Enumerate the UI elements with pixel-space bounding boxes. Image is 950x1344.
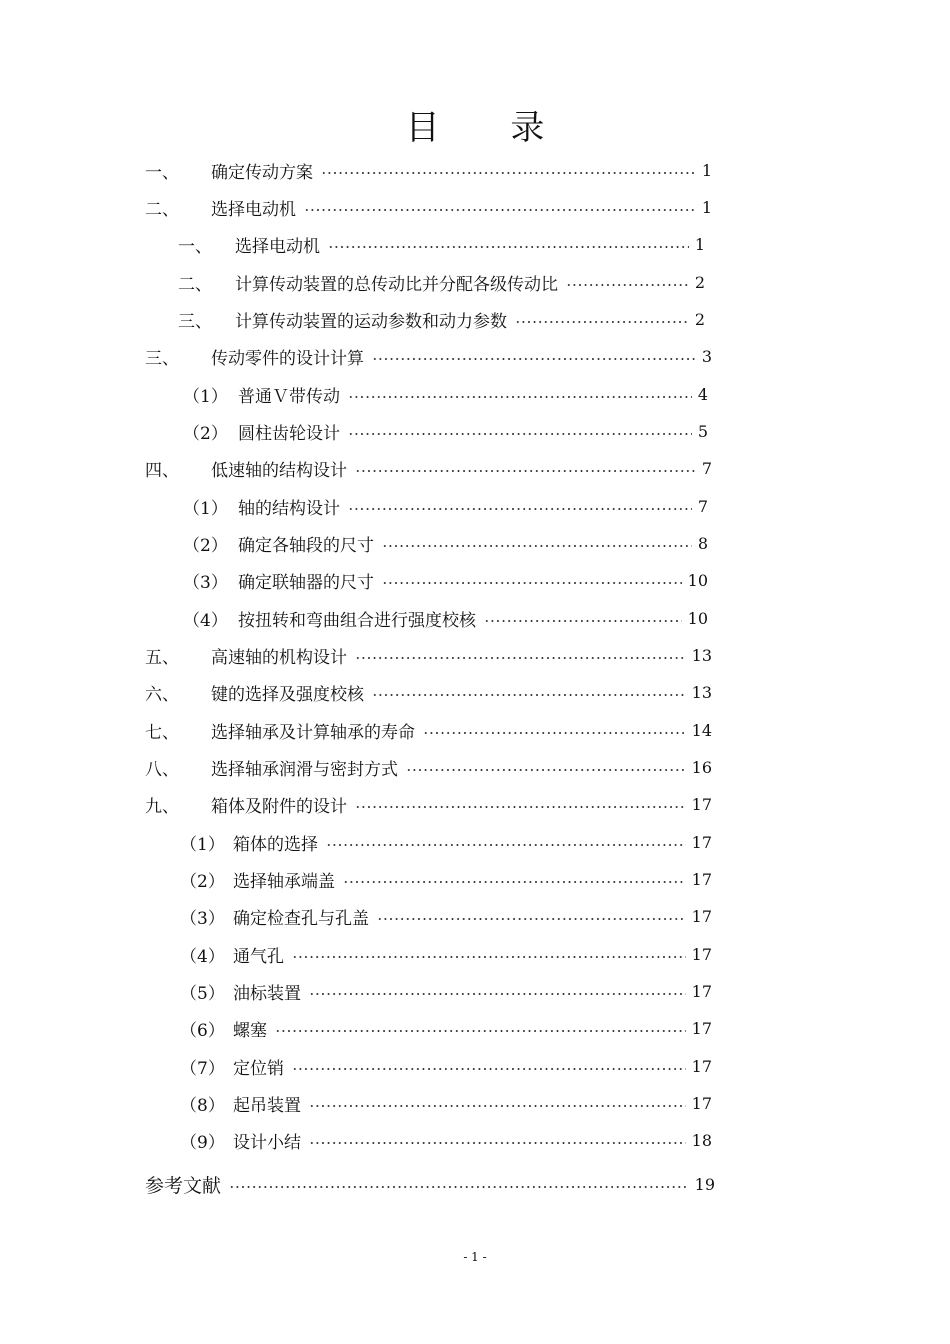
- dot-leader: [348, 419, 692, 443]
- toc-entry-page: 17: [691, 869, 712, 889]
- toc-entry[interactable]: [180, 1128, 712, 1152]
- toc-entry-page: 10: [687, 570, 708, 590]
- toc-entry[interactable]: [183, 382, 708, 406]
- toc-entry[interactable]: [180, 979, 712, 1003]
- toc-entry-label: 起吊装置: [233, 1095, 301, 1116]
- dot-leader: [292, 942, 686, 966]
- toc-entry-label: 确定传动方案: [211, 162, 313, 183]
- toc-entry-label: 箱体及附件的设计: [211, 796, 347, 817]
- toc-entry-page: 2: [694, 272, 705, 292]
- dot-leader: [292, 1054, 686, 1078]
- toc-entry[interactable]: [180, 867, 712, 891]
- toc-entry-number: 二、: [178, 274, 212, 295]
- toc-entry-label: 选择电动机: [235, 236, 320, 257]
- toc-entry-number: 一、: [178, 236, 212, 257]
- toc-entry-label: 选择轴承润滑与密封方式: [211, 759, 398, 780]
- page-title: 目 录: [405, 108, 575, 148]
- toc-entry-number: （5）: [180, 983, 225, 1004]
- toc-entry-number: （9）: [180, 1132, 225, 1153]
- dot-leader: [321, 158, 696, 182]
- dot-leader: [377, 904, 686, 928]
- toc-entry[interactable]: [183, 494, 708, 518]
- page-number-footer: - 1 -: [463, 1250, 487, 1264]
- toc-entry-label: 轴的结构设计: [238, 498, 340, 519]
- toc-entry-page: 4: [697, 384, 708, 404]
- toc-entry-number: 四、: [145, 460, 179, 481]
- dot-leader: [304, 195, 696, 219]
- toc-entry-label: 确定检查孔与孔盖: [233, 908, 369, 929]
- toc-entry-page: 17: [691, 981, 712, 1001]
- toc-entry[interactable]: [145, 456, 712, 480]
- toc-entry-number: 五、: [145, 647, 179, 668]
- toc-entry-page: 17: [691, 794, 712, 814]
- dot-leader: [423, 718, 686, 742]
- toc-entry-number: （4）: [183, 610, 228, 631]
- toc-entry-label: 计算传动装置的运动参数和动力参数: [235, 311, 507, 332]
- dot-leader: [406, 755, 686, 779]
- toc-entry-number: 一、: [145, 162, 179, 183]
- toc-entry-number: 三、: [145, 348, 179, 369]
- dot-leader: [348, 382, 692, 406]
- toc-entry-page: 17: [691, 1056, 712, 1076]
- toc-entry-number: （2）: [180, 871, 225, 892]
- toc-entry-page: 8: [697, 533, 708, 553]
- dot-leader: [515, 307, 689, 331]
- toc-entry-page: 7: [701, 458, 712, 478]
- toc-entry-page: 13: [691, 682, 712, 702]
- toc-entry[interactable]: [178, 232, 705, 256]
- toc-entry-label: 键的选择及强度校核: [211, 684, 364, 705]
- toc-entry-page: 1: [701, 160, 712, 180]
- toc-entry-number: （1）: [180, 834, 225, 855]
- toc-entry-page: 16: [691, 757, 712, 777]
- toc-entry-label: 油标装置: [233, 983, 301, 1004]
- dot-leader: [309, 979, 686, 1003]
- toc-entry-label: 定位销: [233, 1058, 284, 1079]
- toc-entry-page: 3: [701, 346, 712, 366]
- toc-entry-page: 7: [697, 496, 708, 516]
- toc-entry-number: （1）: [183, 386, 228, 407]
- toc-entry[interactable]: [180, 1054, 712, 1078]
- toc-entry-page: 17: [691, 944, 712, 964]
- toc-entry[interactable]: [180, 1091, 712, 1115]
- dot-leader: [355, 456, 696, 480]
- toc-entry-page: 17: [691, 1093, 712, 1113]
- toc-entry-page: 17: [691, 906, 712, 926]
- toc-entry-number: （1）: [183, 498, 228, 519]
- toc-entry-number: （8）: [180, 1095, 225, 1116]
- toc-entry[interactable]: [180, 1016, 712, 1040]
- toc-entry-label: 设计小结: [233, 1132, 301, 1153]
- toc-entry-page: 14: [691, 720, 712, 740]
- dot-leader: [309, 1091, 686, 1115]
- toc-entry-label: 按扭转和弯曲组合进行强度校核: [238, 610, 476, 631]
- toc-entry[interactable]: [145, 792, 712, 816]
- dot-leader: [382, 568, 682, 592]
- dot-leader: [484, 606, 682, 630]
- toc-entry-page: 1: [701, 197, 712, 217]
- toc-entry[interactable]: [178, 270, 705, 294]
- toc-entry-label: 确定联轴器的尺寸: [238, 572, 374, 593]
- toc-entry-page: 2: [694, 309, 705, 329]
- dot-leader: [229, 1172, 689, 1196]
- dot-leader: [343, 867, 686, 891]
- dot-leader: [372, 680, 686, 704]
- toc-entry-label: 通气孔: [233, 946, 284, 967]
- toc-entry-number: 七、: [145, 722, 179, 743]
- dot-leader: [348, 494, 692, 518]
- toc-entry-label: 普通Ｖ带传动: [238, 386, 340, 407]
- toc-entry[interactable]: [145, 344, 712, 368]
- toc-entry[interactable]: [178, 307, 705, 331]
- dot-leader: [355, 792, 686, 816]
- toc-entry[interactable]: [145, 718, 712, 742]
- toc-entry-label: 高速轴的机构设计: [211, 647, 347, 668]
- toc-entry-label: 选择轴承端盖: [233, 871, 335, 892]
- toc-entry-page: 17: [691, 1018, 712, 1038]
- dot-leader: [382, 531, 692, 555]
- toc-entry[interactable]: [180, 830, 712, 854]
- toc-entry-label: 低速轴的结构设计: [211, 460, 347, 481]
- toc-entry-number: 三、: [178, 311, 212, 332]
- toc-entry[interactable]: [180, 942, 712, 966]
- toc-entry-label: 圆柱齿轮设计: [238, 423, 340, 444]
- dot-leader: [275, 1016, 686, 1040]
- toc-entry-page: 1: [694, 234, 705, 254]
- toc-entry-page: 13: [691, 645, 712, 665]
- toc-entry-number: （7）: [180, 1058, 225, 1079]
- toc-entry[interactable]: [183, 606, 708, 630]
- dot-leader: [372, 344, 696, 368]
- toc-entry-number: （3）: [183, 572, 228, 593]
- dot-leader: [326, 830, 686, 854]
- dot-leader: [566, 270, 689, 294]
- toc-entry[interactable]: [145, 195, 712, 219]
- toc-entry[interactable]: [145, 1172, 715, 1196]
- dot-leader: [328, 232, 689, 256]
- toc-entry-page: 17: [691, 832, 712, 852]
- toc-entry-label: 参考文献: [145, 1174, 222, 1197]
- toc-entry-number: 二、: [145, 199, 179, 220]
- toc-entry[interactable]: [183, 419, 708, 443]
- toc-entry[interactable]: [145, 158, 712, 182]
- toc-entry[interactable]: [183, 568, 708, 592]
- toc-entry-label: 选择电动机: [211, 199, 296, 220]
- dot-leader: [355, 643, 686, 667]
- toc-entry-number: 八、: [145, 759, 179, 780]
- dot-leader: [309, 1128, 686, 1152]
- toc-entry[interactable]: [183, 531, 708, 555]
- toc-entry-number: （3）: [180, 908, 225, 929]
- toc-entry-number: （6）: [180, 1020, 225, 1041]
- toc-entry-label: 计算传动装置的总传动比并分配各级传动比: [235, 274, 558, 295]
- toc-entry-page: 18: [691, 1130, 712, 1150]
- toc-entry-page: 10: [687, 608, 708, 628]
- toc-entry-label: 螺塞: [233, 1020, 267, 1041]
- toc-entry-label: 传动零件的设计计算: [211, 348, 364, 369]
- toc-entry-number: （2）: [183, 535, 228, 556]
- toc-entry-number: 九、: [145, 796, 179, 817]
- toc-entry-page: 5: [697, 421, 708, 441]
- toc-entry-page: 19: [694, 1174, 715, 1194]
- toc-entry[interactable]: [145, 680, 712, 704]
- toc-entry-number: 六、: [145, 684, 179, 705]
- toc-entry[interactable]: [145, 643, 712, 667]
- toc-entry[interactable]: [180, 904, 712, 928]
- toc-entry-number: （2）: [183, 423, 228, 444]
- toc-entry-number: （4）: [180, 946, 225, 967]
- toc-entry-label: 确定各轴段的尺寸: [238, 535, 374, 556]
- toc-entry[interactable]: [145, 755, 712, 779]
- toc-entry-label: 箱体的选择: [233, 834, 318, 855]
- toc-entry-label: 选择轴承及计算轴承的寿命: [211, 722, 415, 743]
